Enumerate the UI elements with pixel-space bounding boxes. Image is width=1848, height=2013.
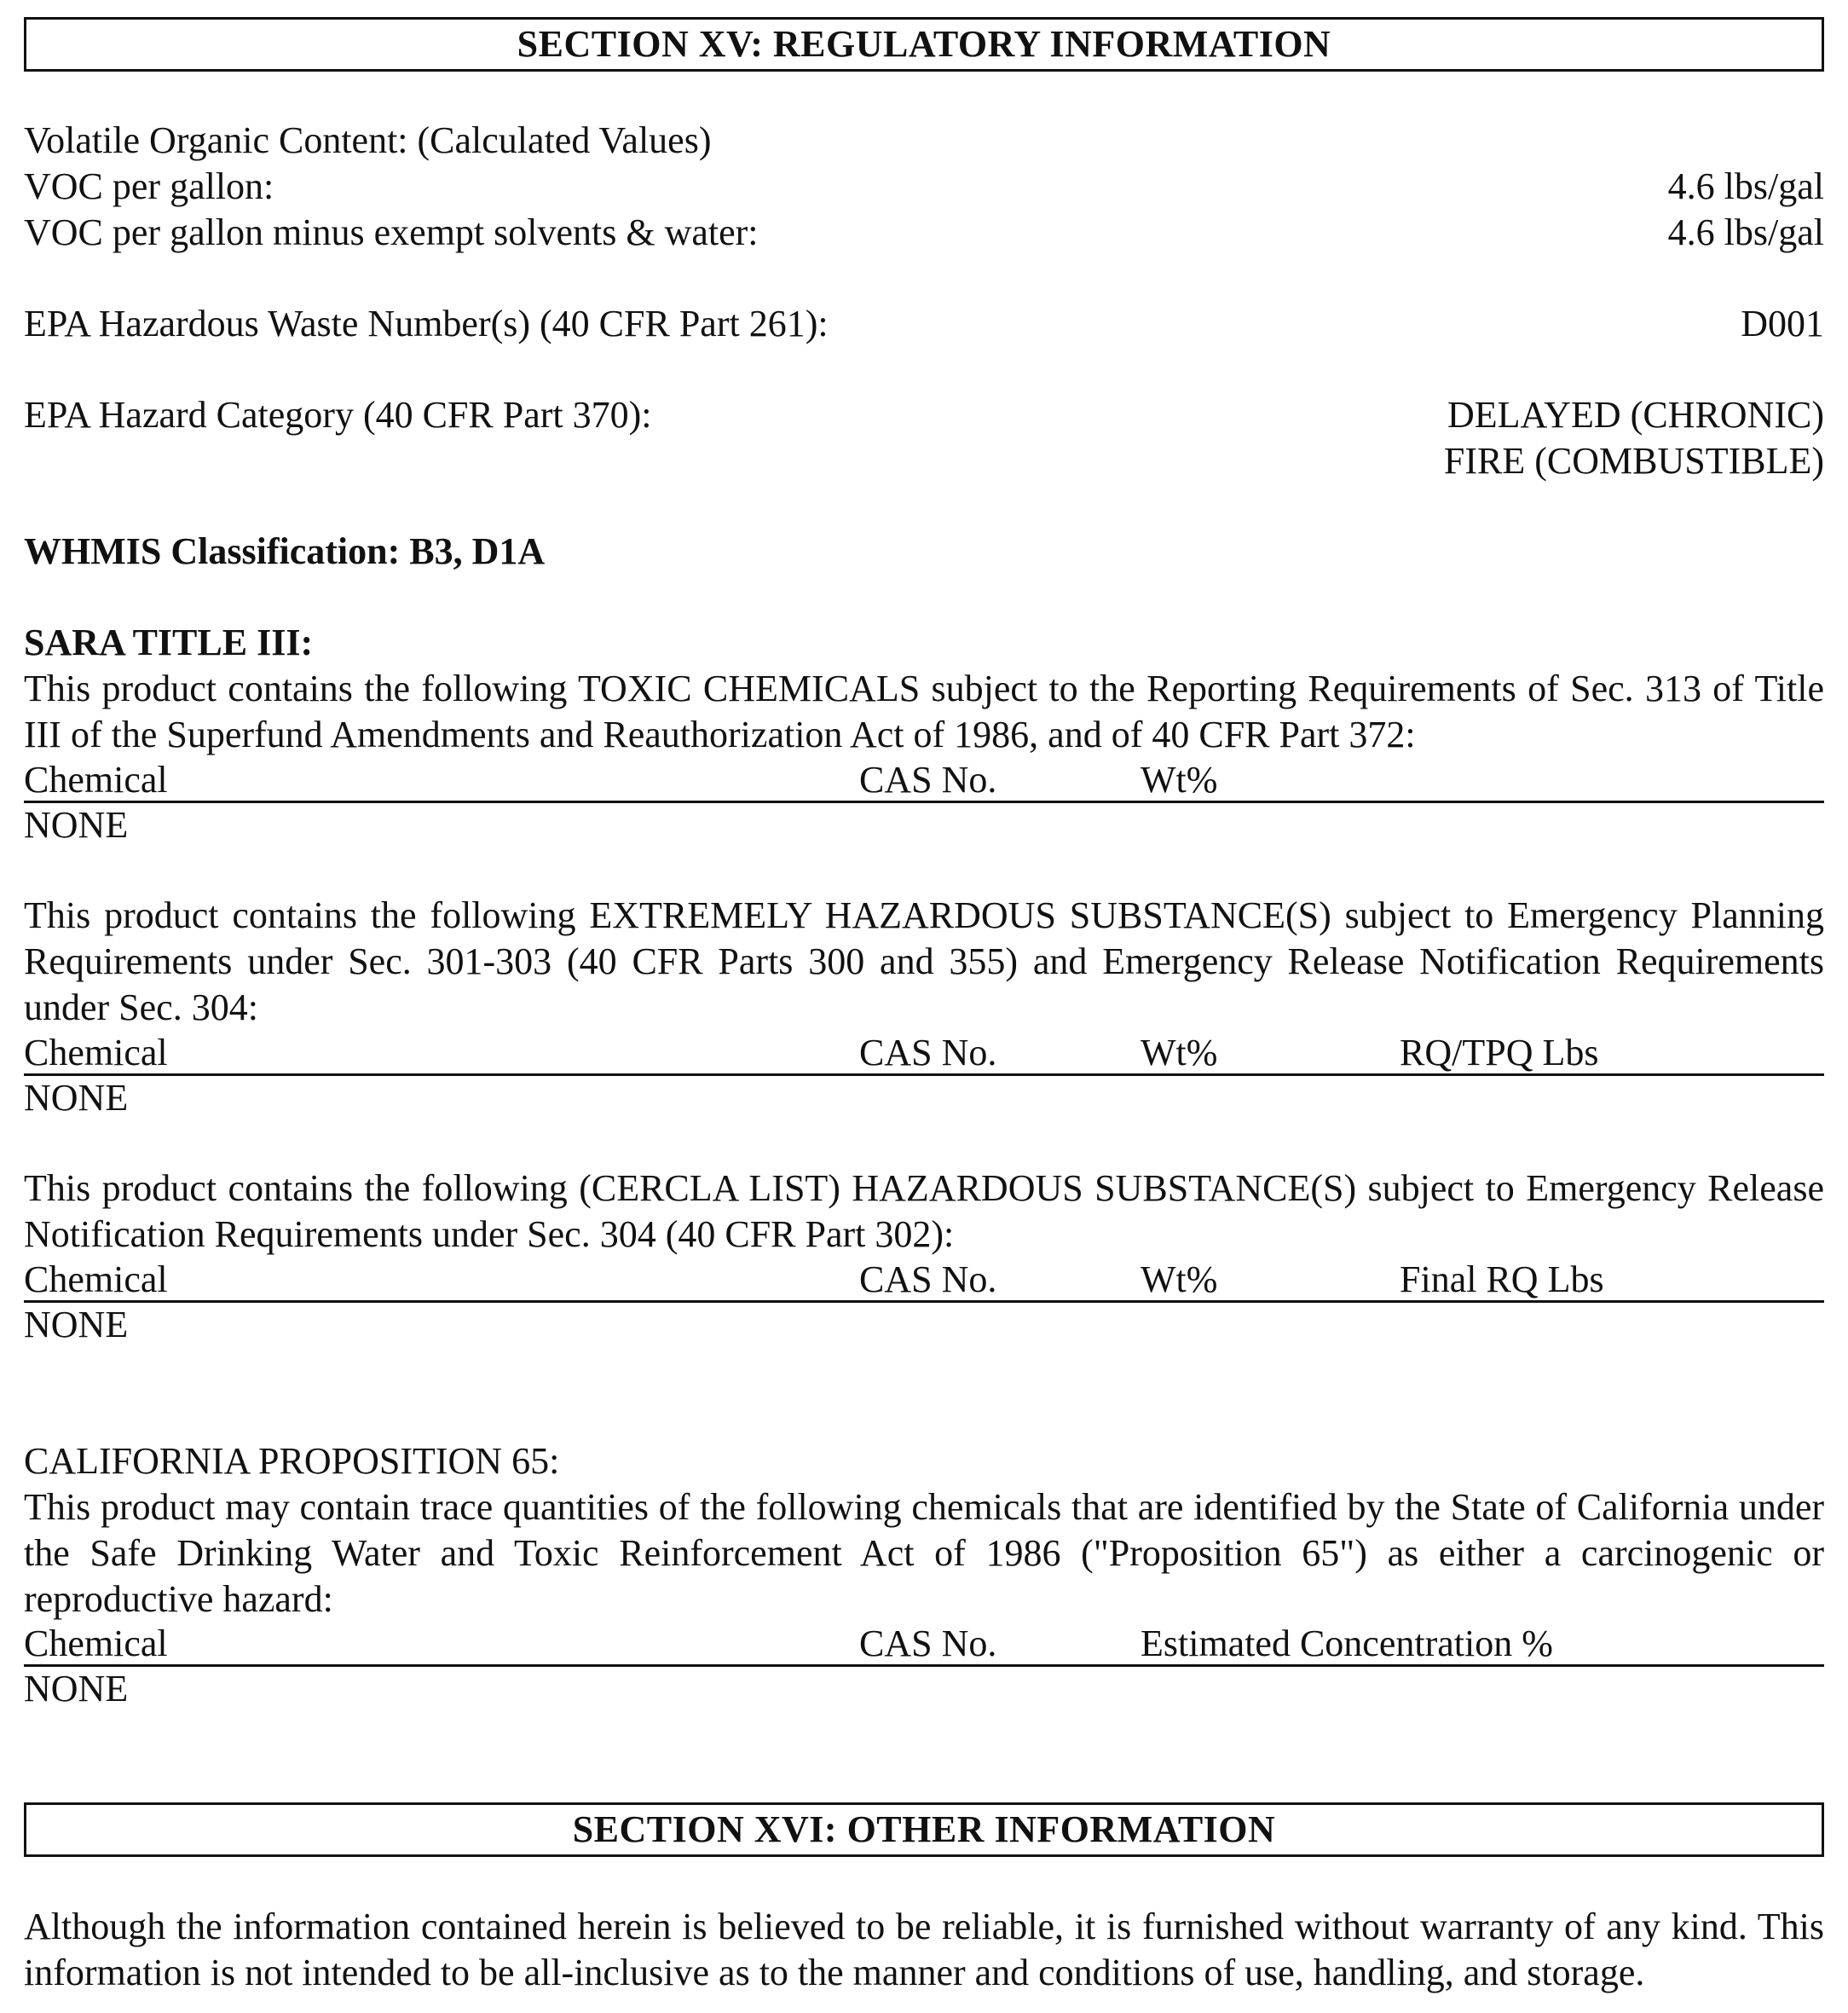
- prop65-heading-row: [24, 1438, 1824, 1484]
- voc-minus-exempt-label: VOC per gallon minus exempt solvents & water:: [24, 211, 759, 253]
- ehs-col-chemical: Chemical: [24, 1032, 168, 1073]
- toxic-table-header: [24, 757, 1824, 803]
- ehs-col-wt: Wt%: [1141, 1032, 1218, 1073]
- sara-heading-row: [24, 620, 1824, 666]
- toxic-col-cas: CAS No.: [859, 759, 997, 801]
- section-16-title: SECTION XVI: OTHER INFORMATION: [572, 1808, 1276, 1850]
- whmis-classification: WHMIS Classification: B3, D1A: [24, 530, 546, 572]
- prop65-col-chemical: Chemical: [24, 1623, 168, 1664]
- epa-waste-value: D001: [1741, 303, 1824, 344]
- sara-toxic-text: This product contains the following TOXIC CHEMICALS subject to the Reporting Requirements of Sec. 313 of Title III of the Superfund Amendments and Reauthorization Act of 1986, and of 40 CFR Part 372:: [24, 668, 1824, 755]
- epa-waste-row: [24, 301, 1824, 347]
- toxic-col-chemical: Chemical: [24, 759, 168, 801]
- voc-minus-exempt-value: 4.6 lbs/gal: [1667, 211, 1824, 253]
- voc-per-gallon-label: VOC per gallon:: [24, 165, 274, 207]
- section-15-title: SECTION XV: REGULATORY INFORMATION: [517, 23, 1331, 65]
- prop65-table-header: [24, 1621, 1824, 1667]
- toxic-table-value: NONE: [24, 804, 129, 846]
- voc-per-gallon-value: 4.6 lbs/gal: [1667, 165, 1824, 207]
- ehs-col-cas: CAS No.: [859, 1032, 997, 1073]
- toxic-col-wt: Wt%: [1141, 759, 1218, 801]
- section-16-text: Although the information contained herein is believed to be reliable, it is furnished without warranty of any kind. This information is not intended to be all-inclusive as to the manner and conditions of use, handling, and storage.: [24, 1906, 1824, 1993]
- sara-cercla-text: This product contains the following (CERCLA LIST) HAZARDOUS SUBSTANCE(S) subject to Emergency Release Notification Requirements under Sec. 304 (40 CFR Part 302):: [24, 1167, 1824, 1255]
- sara-heading: SARA TITLE III:: [24, 622, 314, 663]
- voc-heading: Volatile Organic Content: (Calculated Values): [24, 119, 712, 161]
- cercla-col-cas: CAS No.: [859, 1258, 997, 1300]
- prop65-text: This product may contain trace quantities of the following chemicals that are identified by the State of California under the Safe Drinking Water and Toxic Reinforcement Act of 1986 ("Proposition 65") as either a carcinogenic or reproductive hazard:: [24, 1486, 1824, 1620]
- epa-category-label: EPA Hazard Category (40 CFR Part 370):: [24, 394, 652, 436]
- ehs-col-rq: RQ/TPQ Lbs: [1400, 1032, 1599, 1073]
- voc-per-gallon-row: [24, 164, 1824, 210]
- cercla-col-wt: Wt%: [1141, 1258, 1218, 1300]
- voc-minus-exempt-row: [24, 210, 1824, 256]
- epa-category-value-2: FIRE (COMBUSTIBLE): [1443, 440, 1824, 482]
- cercla-col-chemical: Chemical: [24, 1258, 168, 1300]
- epa-category-value-1: DELAYED (CHRONIC): [1447, 394, 1824, 436]
- epa-waste-label: EPA Hazardous Waste Number(s) (40 CFR Part 261):: [24, 303, 829, 344]
- ehs-table-value: NONE: [24, 1077, 129, 1119]
- voc-heading-row: [24, 118, 1824, 164]
- sara-ehs-text: This product contains the following EXTREMELY HAZARDOUS SUBSTANCE(S) subject to Emergency Planning Requirements under Sec. 301-303 (40 CFR Parts 300 and 355) and Emergency Release Notification Requirements under Sec. 304:: [24, 894, 1824, 1028]
- epa-category-row: [24, 392, 1824, 438]
- cercla-col-final-rq: Final RQ Lbs: [1400, 1258, 1604, 1300]
- prop65-table-value: NONE: [24, 1668, 129, 1709]
- cercla-table-header: [24, 1257, 1824, 1303]
- section-15-header: [24, 17, 1824, 72]
- epa-category-row-2: [24, 438, 1824, 484]
- prop65-col-concentration: Estimated Concentration %: [1141, 1623, 1553, 1664]
- prop65-col-cas: CAS No.: [859, 1623, 997, 1664]
- ehs-table-header: [24, 1030, 1824, 1076]
- whmis-row: [24, 529, 1824, 575]
- prop65-heading: CALIFORNIA PROPOSITION 65:: [24, 1440, 560, 1482]
- section-16-header: [24, 1802, 1824, 1857]
- cercla-table-value: NONE: [24, 1304, 129, 1345]
